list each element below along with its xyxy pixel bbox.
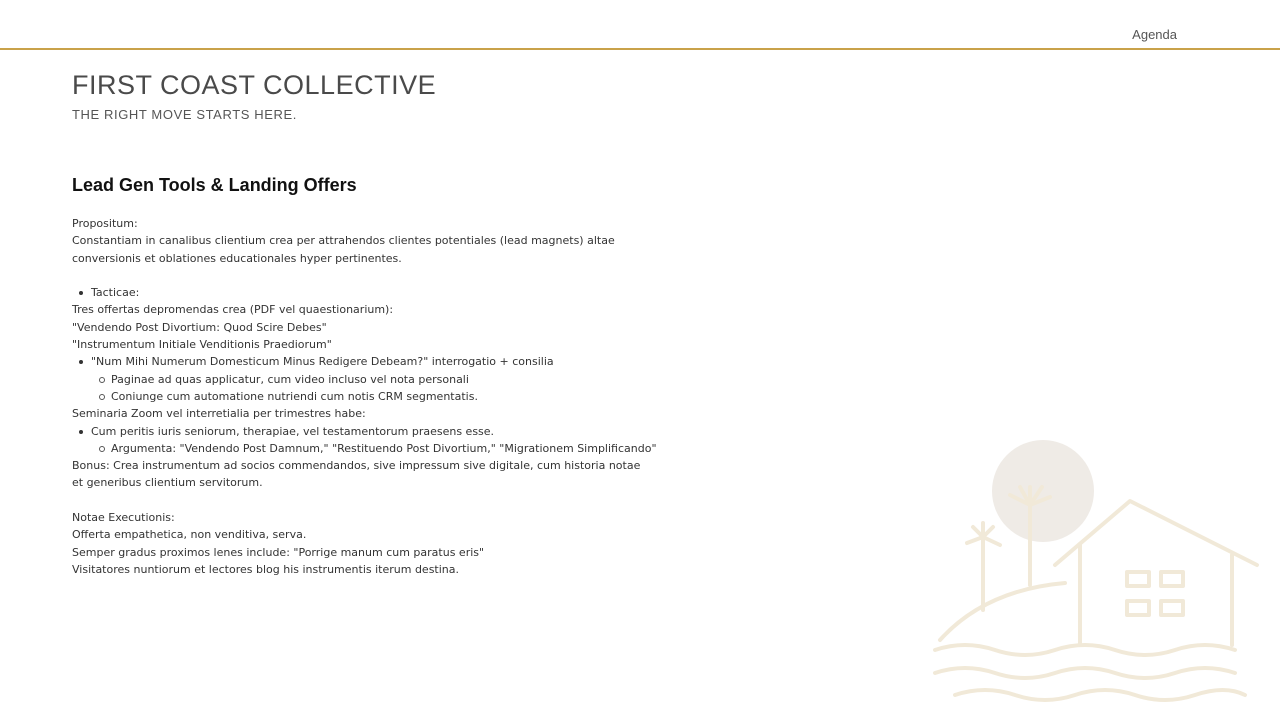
house-island-illustration [925, 435, 1265, 710]
body-line: "Instrumentum Initiale Venditionis Praediorum" [72, 338, 332, 352]
body-paragraph: Constantiam in canalibus clientium crea per attrahendos clientes potentiales (lead magnets) altae conversionis et oblationes educationales hyper pertinentes. [72, 234, 615, 265]
section-title: Lead Gen Tools & Landing Offers [72, 175, 357, 195]
body-line: Visitatores nuntiorum et lectores blog his instrumentis iterum destina. [72, 562, 460, 576]
bullet-item: Tacticae: [72, 284, 652, 301]
body-line: Notae Executionis: [72, 511, 175, 525]
island-hill [940, 583, 1065, 640]
body-line: Semper gradus proximos lenes include: "Porrige manum cum paratus eris" [72, 545, 485, 559]
window-icon [1127, 572, 1149, 586]
house-walls [1080, 544, 1232, 645]
window-icon [1161, 601, 1183, 615]
bullet-item: Cum peritis iuris seniorum, therapiae, vel testamentorum praesens esse. [72, 423, 652, 440]
bullet-item: "Num Mihi Numerum Domesticum Minus Redigere Debeam?" interrogatio + consilia [72, 353, 652, 370]
sub-bullet-item: Coniunge cum automatione nutriendi cum notis CRM segmentatis. [72, 388, 652, 405]
window-icon [1161, 572, 1183, 586]
body-line: Offerta empathetica, non venditiva, serva. [72, 528, 307, 542]
sub-bullet-item: Paginae ad quas applicatur, cum video incluso vel nota personali [72, 371, 652, 388]
top-bar [0, 0, 1280, 50]
brand-tagline: THE RIGHT MOVE STARTS HERE. [72, 107, 297, 122]
body-line: Propositum: [72, 217, 138, 230]
wave-line [935, 668, 1235, 678]
body-line: Tres offertas depromendas crea (PDF vel quaestionarium): [72, 303, 394, 317]
section-body [72, 215, 657, 578]
wave-line [935, 645, 1235, 655]
body-line: "Vendendo Post Divortium: Quod Scire Debes" [72, 320, 327, 334]
sun-icon [992, 440, 1094, 542]
body-paragraph: Bonus: Crea instrumentum ad socios commendandos, sive impressum sive digitale, cum historia notae et generibus clientium servitorum. [72, 459, 641, 490]
sub-bullet-item: Argumenta: "Vendendo Post Damnum," "Restituendo Post Divortium," "Migrationem Simplificando" [72, 440, 652, 457]
wave-line [955, 690, 1245, 700]
window-icon [1127, 601, 1149, 615]
brand-title: FIRST COAST COLLECTIVE [72, 70, 437, 100]
spacer [72, 492, 652, 509]
body-line: Seminaria Zoom vel interretialia per trimestres habe: [72, 407, 366, 421]
agenda-link[interactable]: Agenda [1132, 27, 1177, 42]
spacer [72, 267, 652, 284]
